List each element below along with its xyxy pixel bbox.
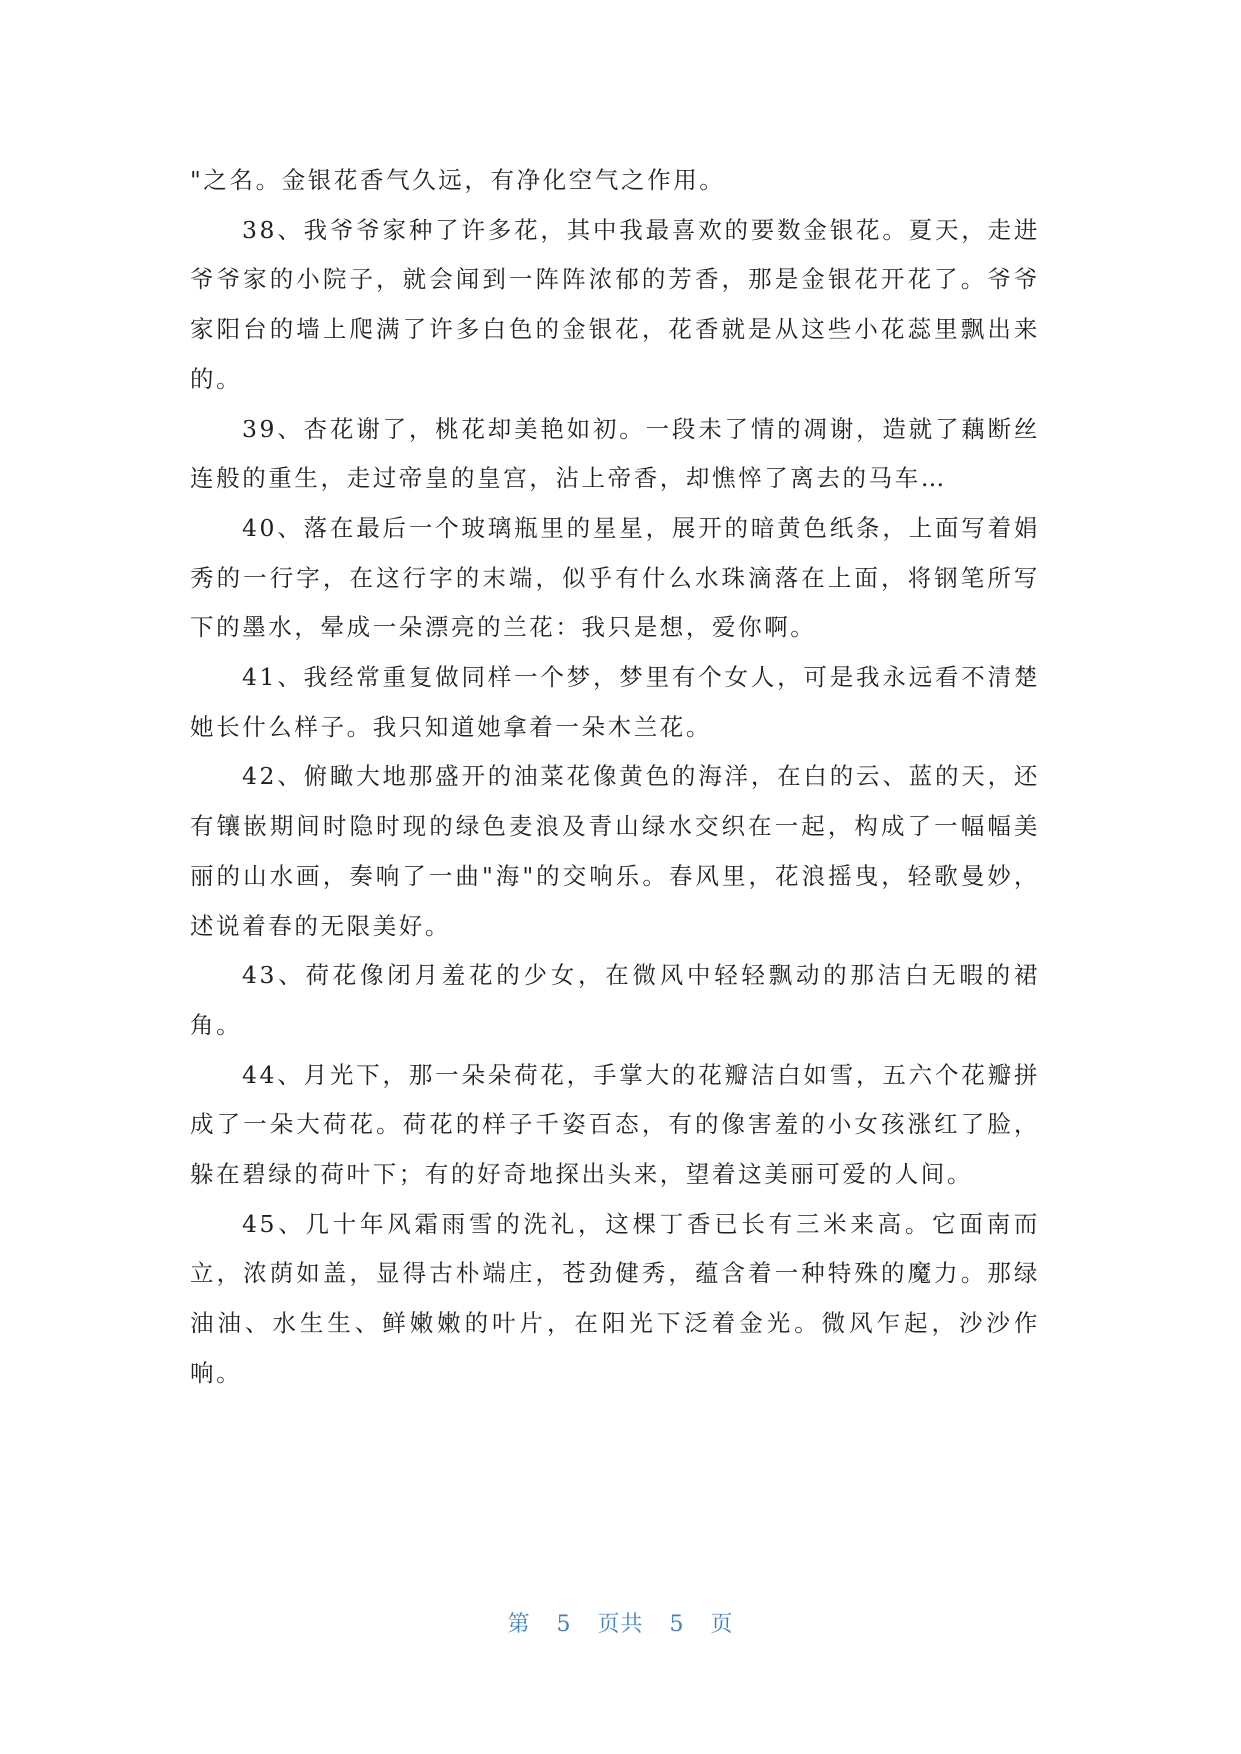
footer-total-pages: 5 [669, 1612, 685, 1637]
footer-middle: 页共 [597, 1612, 644, 1637]
footer-prefix: 第 [507, 1612, 531, 1637]
paragraph-39: 39、杏花谢了，桃花却美艳如初。一段未了情的凋谢，造就了藕断丝连般的重生，走过帝皇的皇宫，沾上帝香，却憔悴了离去的马车… [190, 414, 1040, 493]
paragraph-40: 40、落在最后一个玻璃瓶里的星星，展开的暗黄色纸条，上面写着娟秀的一行字，在这行字的末端，似乎有什么水珠滴落在上面，将钢笔所写下的墨水，晕成一朵漂亮的兰花：我只是想，爱你啊。 [190, 513, 1040, 642]
paragraph-38: 38、我爷爷家种了许多花，其中我最喜欢的要数金银花。夏天，走进爷爷家的小院子，就会闻到一阵阵浓郁的芳香，那是金银花开花了。爷爷家阳台的墙上爬满了许多白色的金银花，花香就是从这些小花蕊里飘出来的。 [190, 215, 1040, 393]
paragraph-45: 45、几十年风霜雨雪的洗礼，这棵丁香已长有三米来高。它面南而立，浓荫如盖，显得古朴端庄，苍劲健秀，蕴含着一种特殊的魔力。那绿油油、水生生、鲜嫩嫩的叶片，在阳光下泛着金光。微风乍起，沙沙作响。 [190, 1209, 1040, 1387]
paragraph-43: 43、荷花像闭月羞花的少女，在微风中轻轻飘动的那洁白无暇的裙角。 [190, 961, 1040, 1039]
page-footer [0, 1607, 1241, 1638]
paragraph-44: 44、月光下，那一朵朵荷花，手掌大的花瓣洁白如雪，五六个花瓣拼成了一朵大荷花。荷花的样子千姿百态，有的像害羞的小女孩涨红了脸，躲在碧绿的荷叶下；有的好奇地探出头来，望着这美丽可爱的人间。 [190, 1060, 1040, 1189]
footer-current-page: 5 [556, 1612, 572, 1637]
footer-suffix: 页 [710, 1612, 734, 1637]
document-body [190, 156, 1040, 1399]
paragraph-41: 41、我经常重复做同样一个梦，梦里有个女人，可是我永远看不清楚她长什么样子。我只知道她拿着一朵木兰花。 [190, 663, 1040, 741]
paragraph-continuation: "之名。金银花香气久远，有净化空气之作用。 [190, 166, 726, 194]
paragraph-42: 42、俯瞰大地那盛开的油菜花像黄色的海洋，在白的云、蓝的天，还有镶嵌期间时隐时现的绿色麦浪及青山绿水交织在一起，构成了一幅幅美丽的山水画，奏响了一曲"海"的交响乐。春风里，花浪摇曳，轻歌曼妙，述说着春的无限美好。 [190, 762, 1040, 940]
